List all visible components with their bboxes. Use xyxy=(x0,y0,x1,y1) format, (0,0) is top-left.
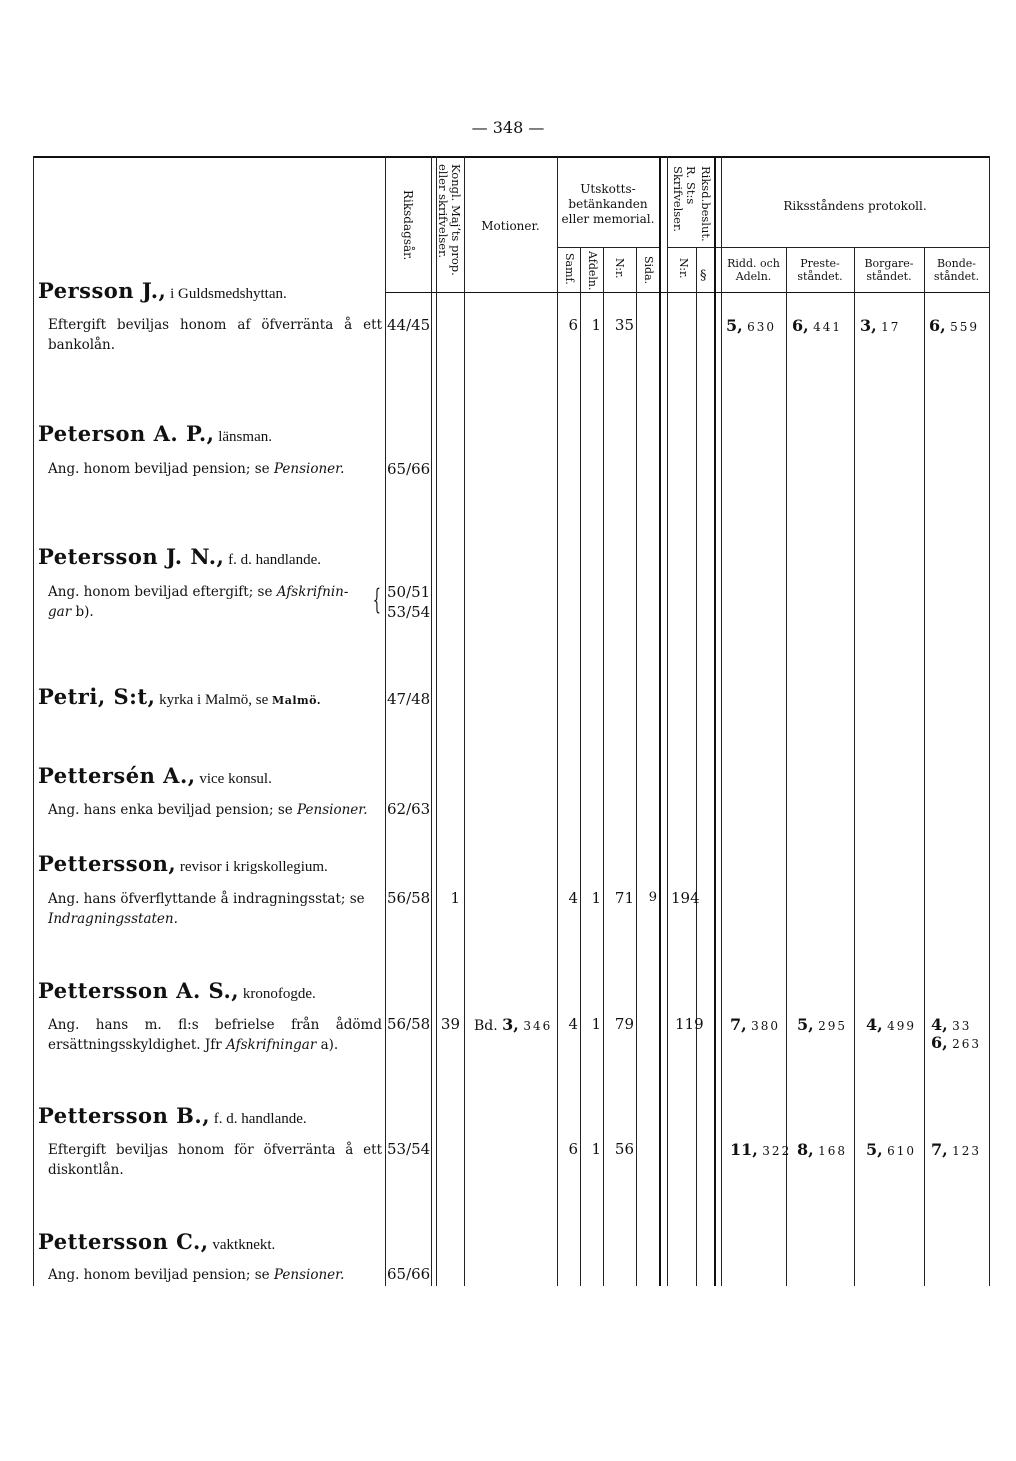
desc-text-2: b). xyxy=(75,604,94,620)
desc-ref: Afskrifnin- xyxy=(276,584,349,600)
borgare-page: 17 xyxy=(881,320,901,334)
entry-year-2: 53/54 xyxy=(387,603,431,621)
col-line-15 xyxy=(924,247,925,1286)
bonde-page: 123 xyxy=(952,1144,982,1158)
brace-icon: { xyxy=(372,583,381,616)
bonde-page: 559 xyxy=(950,320,980,334)
col-line-10 xyxy=(696,247,697,1286)
col-line-2 xyxy=(431,156,432,1286)
utskott-sub-rule xyxy=(557,247,659,248)
entry-title: i Guldsmedshyttan. xyxy=(170,286,287,302)
cell-samf: 4 xyxy=(568,889,578,907)
preste-vol: 6, xyxy=(792,316,809,335)
cell-preste xyxy=(797,1140,847,1159)
bonde-page-2: 263 xyxy=(952,1037,982,1051)
cell-sida: 9 xyxy=(648,890,657,905)
entry-name-line xyxy=(38,1229,275,1254)
entry-title: f. d. handlande. xyxy=(213,1111,307,1127)
preste-page: 168 xyxy=(818,1144,848,1158)
entry-desc xyxy=(48,800,368,820)
entry-year: 65/66 xyxy=(387,1265,431,1283)
header-kongl: Kongl. Majʼts prop. eller skrifvelser. xyxy=(436,164,463,276)
header-ridd: Ridd. och Adeln. xyxy=(727,257,780,283)
preste-vol: 8, xyxy=(797,1140,814,1159)
cell-borgare xyxy=(860,316,900,335)
header-sida: Sida. xyxy=(642,256,655,285)
col-line-5 xyxy=(580,247,581,1286)
cell-afdeln: 1 xyxy=(591,316,601,334)
desc-ref: Pensioner. xyxy=(297,802,368,818)
entry-desc-2 xyxy=(48,909,178,929)
cell-ridd xyxy=(730,1015,780,1034)
cell-ridd xyxy=(730,1140,791,1159)
col-line-2b xyxy=(436,156,437,1286)
entry-name: Pettersson, xyxy=(38,851,177,876)
header-utskotts: Utskotts- betänkanden eller memorial. xyxy=(561,182,655,226)
table-top-rule xyxy=(33,156,989,158)
header-riksdagsar: Riksdagsår. xyxy=(401,190,415,261)
header-samf: Samf. xyxy=(563,253,576,285)
entry-year: 56/58 xyxy=(387,1015,431,1033)
entry-name-line xyxy=(38,421,272,446)
cell-borgare xyxy=(866,1140,916,1159)
ridd-page: 380 xyxy=(751,1019,781,1033)
entry-desc: Ang. hans öfverflyttande å indragningsstat; se xyxy=(48,891,365,907)
borgare-vol: 4, xyxy=(866,1015,883,1034)
entry-name-line xyxy=(38,763,272,788)
page-number: — 348 — xyxy=(471,118,545,137)
title-ref: Malmö. xyxy=(272,694,322,707)
bonde-vol: 4, xyxy=(931,1015,948,1034)
cell-preste xyxy=(792,316,842,335)
entry-year: 65/66 xyxy=(387,460,431,478)
preste-page: 441 xyxy=(813,320,843,334)
desc-text: Ang. honom beviljad pension; se xyxy=(48,461,270,477)
borgare-vol: 3, xyxy=(860,316,877,335)
header-preste: Preste- ståndet. xyxy=(797,257,843,283)
entry-title: revisor i krigskollegium. xyxy=(179,859,328,875)
cell-rsts-nr: 119 xyxy=(675,1015,704,1033)
cell-bonde xyxy=(931,1140,981,1159)
cell-kongl: 39 xyxy=(440,1015,460,1033)
entry-desc: Eftergift beviljas honom af öfverränta å ett bankolån. xyxy=(48,317,382,353)
entry-name: Peterson A. P., xyxy=(38,421,215,446)
cell-samf: 6 xyxy=(568,1140,578,1158)
entry-name-line xyxy=(38,978,316,1003)
entry-name: Pettersson C., xyxy=(38,1229,209,1254)
motion-bd: Bd. xyxy=(474,1018,498,1034)
cell-motioner xyxy=(474,1015,552,1034)
desc-text: Ang. hans m. fl:s befrielse från ådömd ersättningsskyldighet. Jfr xyxy=(48,1017,382,1053)
borgare-vol: 5, xyxy=(866,1140,883,1159)
cell-preste xyxy=(797,1015,847,1034)
header-rsts-nr: N:r. xyxy=(677,258,690,279)
header-nr: N:r. xyxy=(613,258,626,279)
col-line-14 xyxy=(854,247,855,1286)
borgare-page: 499 xyxy=(887,1019,917,1033)
entry-desc xyxy=(48,1265,344,1285)
cell-ridd xyxy=(726,316,776,335)
desc-text: Ang. honom beviljad pension; se xyxy=(48,1267,270,1283)
entry-desc xyxy=(48,582,348,602)
header-afdeln: Afdeln. xyxy=(586,251,599,291)
ridd-page: 322 xyxy=(762,1144,792,1158)
entry-name-line xyxy=(38,851,328,876)
cell-bonde-2 xyxy=(931,1033,981,1052)
entry-year: 50/51 xyxy=(387,583,431,601)
header-rsts: R. St:s Skrifvelser. xyxy=(671,166,698,232)
cell-afdeln: 1 xyxy=(591,889,601,907)
entry-name-line xyxy=(38,544,321,569)
entry-title: vice konsul. xyxy=(199,771,272,787)
entry-title: länsman. xyxy=(218,429,272,445)
entry-desc xyxy=(48,1015,382,1055)
entry-name: Persson J., xyxy=(38,278,167,303)
motion-page: 346 xyxy=(523,1019,553,1033)
entry-desc: Eftergift beviljas honom för öfverränta å ett diskontlån. xyxy=(48,1142,382,1178)
cell-borgare xyxy=(866,1015,916,1034)
entry-desc xyxy=(48,459,344,479)
entry-desc-2 xyxy=(48,602,94,622)
entry-name-line xyxy=(38,278,287,303)
bonde-vol: 6, xyxy=(929,316,946,335)
rsts-sub-rule xyxy=(667,247,721,248)
desc-ref: Pensioner. xyxy=(273,1267,345,1283)
protokoll-sub-rule xyxy=(721,247,989,248)
bonde-vol: 7, xyxy=(931,1140,948,1159)
cell-nr: 35 xyxy=(614,316,634,334)
cell-samf: 4 xyxy=(568,1015,578,1033)
desc-ref: Afskrifningar xyxy=(226,1037,317,1053)
col-line-3 xyxy=(464,156,465,1286)
col-line-9 xyxy=(667,156,668,1286)
desc-ref-2: gar xyxy=(48,604,72,620)
entry-name-line xyxy=(38,684,321,709)
bonde-vol-2: 6, xyxy=(931,1033,948,1052)
header-motioner: Motioner. xyxy=(481,219,540,233)
entry-title: f. d. handlande. xyxy=(228,552,321,568)
col-line-1 xyxy=(385,156,386,1286)
preste-page: 295 xyxy=(818,1019,848,1033)
entry-title: kronofogde. xyxy=(242,986,316,1002)
col-line-7 xyxy=(636,247,637,1286)
header-borgare: Borgare- ståndet. xyxy=(864,257,914,283)
preste-vol: 5, xyxy=(797,1015,814,1034)
bonde-page: 33 xyxy=(952,1019,972,1033)
cell-afdeln: 1 xyxy=(591,1015,601,1033)
motion-vol: 3, xyxy=(502,1015,519,1034)
header-paragraph: § xyxy=(700,268,707,283)
cell-rsts-nr: 194 xyxy=(671,889,700,907)
cell-bonde xyxy=(931,1015,971,1034)
entry-title: vaktknekt. xyxy=(212,1237,276,1253)
desc-ref: Indragningsstaten. xyxy=(48,911,178,927)
ridd-vol: 7, xyxy=(730,1015,747,1034)
right-border xyxy=(989,156,990,1286)
entry-name-line xyxy=(38,1103,307,1128)
entry-year: 62/63 xyxy=(387,800,431,818)
header-riksd-beslut: Riksd.beslut. xyxy=(699,166,713,242)
desc-ref: Pensioner. xyxy=(273,461,345,477)
entry-title: kyrka i Malmö, se xyxy=(159,692,269,708)
entry-name: Pettersson B., xyxy=(38,1103,211,1128)
desc-text: Ang. hans enka beviljad pension; se xyxy=(48,802,293,818)
entry-year: 53/54 xyxy=(387,1140,431,1158)
header-bonde: Bonde- ståndet. xyxy=(933,257,980,283)
col-line-11 xyxy=(714,156,716,1286)
cell-nr: 79 xyxy=(614,1015,634,1033)
col-line-6 xyxy=(603,247,604,1286)
entry-name: Petersson J. N., xyxy=(38,544,225,569)
cell-nr: 56 xyxy=(614,1140,634,1158)
col-line-13 xyxy=(786,247,787,1286)
entry-year: 56/58 xyxy=(387,889,431,907)
entry-year: 44/45 xyxy=(387,316,431,334)
desc-text-2: a). xyxy=(320,1037,339,1053)
borgare-page: 610 xyxy=(887,1144,917,1158)
entry-year: 47/48 xyxy=(387,690,431,708)
entry-name: Pettersson A. S., xyxy=(38,978,240,1003)
cell-bonde xyxy=(929,316,979,335)
ridd-page: 630 xyxy=(747,320,777,334)
entry-name: Petri, S:t, xyxy=(38,684,156,709)
header-protokoll: Riksståndens protokoll. xyxy=(783,199,927,213)
ridd-vol: 11, xyxy=(730,1140,758,1159)
col-line-8 xyxy=(659,156,661,1286)
left-border xyxy=(33,156,34,1286)
ridd-vol: 5, xyxy=(726,316,743,335)
header-bottom-rule xyxy=(385,292,989,293)
cell-nr: 71 xyxy=(614,889,634,907)
cell-afdeln: 1 xyxy=(591,1140,601,1158)
entry-name: Pettersén A., xyxy=(38,763,196,788)
cell-kongl: 1 xyxy=(450,889,460,907)
cell-samf: 6 xyxy=(568,316,578,334)
desc-text: Ang. honom beviljad eftergift; se xyxy=(48,584,273,600)
col-line-12 xyxy=(721,156,722,1286)
